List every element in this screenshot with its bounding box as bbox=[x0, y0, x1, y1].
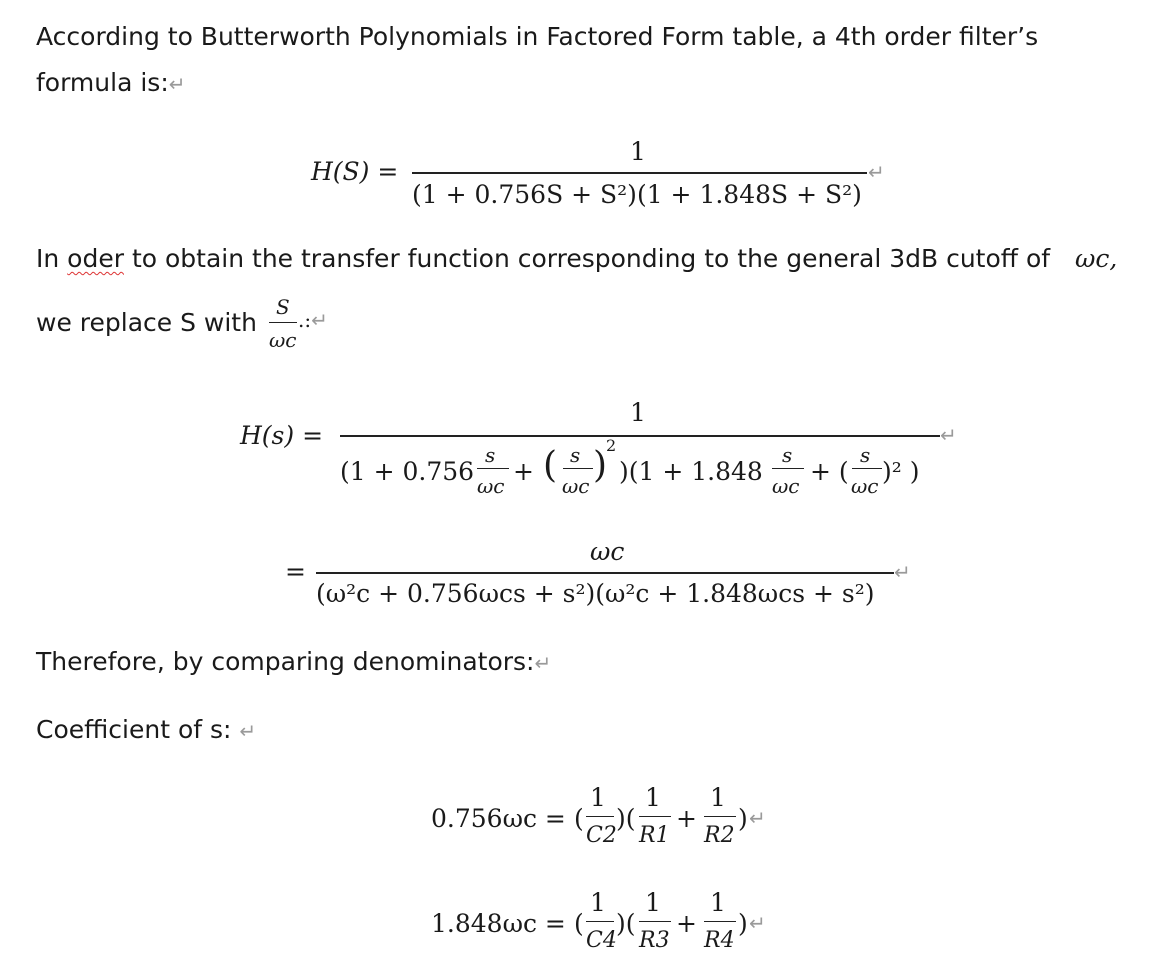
para2-line-1 bbox=[36, 244, 1050, 274]
eq4-lhs: 0.756ωc = bbox=[431, 804, 566, 833]
para2-line-2-end bbox=[298, 308, 328, 332]
eq3-denominator: (ω²c + 0.756ωcs + s²)(ω²c + 1.848ωcs + s²) bbox=[316, 579, 875, 608]
paragraph-mark-icon: ↵ bbox=[940, 423, 957, 447]
eq5-f1-bar bbox=[586, 921, 614, 922]
eq2-s-1: s bbox=[485, 443, 496, 467]
eq4-paren-3: ) bbox=[738, 804, 748, 833]
eq4-f2-num: 1 bbox=[645, 783, 661, 812]
intro-line-1: According to Butterworth Polynomials in Factored Form table, a 4th order filter’s bbox=[36, 22, 1039, 51]
para2-end-text: .: bbox=[298, 308, 312, 332]
eq4-paren-2: )( bbox=[616, 804, 636, 833]
eq5-paren-3: ) bbox=[738, 909, 748, 938]
para2-pre: In bbox=[36, 244, 68, 273]
eq3-fraction-bar bbox=[316, 572, 894, 574]
eq1-lhs: H(S) = bbox=[311, 157, 399, 186]
para2-frac-bar bbox=[269, 322, 297, 323]
paragraph-mark-icon: ↵ bbox=[894, 560, 911, 584]
eq5-lhs: 1.848ωc = bbox=[431, 909, 566, 938]
para4-text: Coefficient of s: bbox=[36, 715, 232, 744]
para3-text: Therefore, by comparing denominators: bbox=[36, 647, 535, 676]
para2-frac-numerator: S bbox=[276, 295, 290, 319]
eq4-f3-den: R2 bbox=[704, 823, 735, 848]
eq3-numerator: ωc bbox=[590, 537, 625, 566]
eq1-denominator: (1 + 0.756S + S²)(1 + 1.848S + S²) bbox=[412, 180, 862, 209]
eq5-paren-2: )( bbox=[616, 909, 636, 938]
eq5-f2-num: 1 bbox=[645, 888, 661, 917]
eq2-numerator: 1 bbox=[630, 398, 646, 427]
paragraph-mark-icon: ↵ bbox=[311, 308, 328, 332]
eq2-den-plus-1: + bbox=[513, 457, 534, 486]
eq2-s-4: s bbox=[860, 443, 871, 467]
eq2-wc-1: ωc bbox=[477, 474, 505, 498]
paragraph-mark-icon: ↵ bbox=[168, 72, 186, 96]
misspelled-word[interactable]: oder bbox=[67, 244, 124, 273]
eq5-f2-den: R3 bbox=[639, 928, 670, 953]
eq2-sfrac-bar-3 bbox=[772, 468, 804, 469]
eq2-wc-4: ωc bbox=[851, 474, 879, 498]
eq5-f2-bar bbox=[639, 921, 671, 922]
paragraph-mark-icon: ↵ bbox=[749, 806, 766, 830]
eq4-f2-bar bbox=[639, 816, 671, 817]
eq2-lhs: H(s) = bbox=[240, 421, 324, 450]
eq4-f1-den: C2 bbox=[586, 823, 617, 848]
para2-omega-c: ωc, bbox=[1075, 244, 1118, 273]
eq2-wc-2: ωc bbox=[562, 474, 590, 498]
paragraph-mark-icon: ↵ bbox=[534, 651, 552, 675]
eq2-den-part-3: )(1 + 1.848 bbox=[619, 457, 763, 486]
intro-line-2 bbox=[36, 68, 186, 99]
eq4-paren-1: ( bbox=[574, 804, 584, 833]
eq5-f3-den: R4 bbox=[704, 928, 735, 953]
intro-line-2-text: formula is: bbox=[36, 68, 169, 97]
eq4-f3-num: 1 bbox=[710, 783, 726, 812]
eq4-f2-den: R1 bbox=[639, 823, 670, 848]
eq4-plus: + bbox=[676, 804, 697, 833]
eq5-f3-bar bbox=[704, 921, 736, 922]
eq2-sfrac-bar-4 bbox=[852, 468, 882, 469]
eq2-sfrac-bar-2 bbox=[563, 468, 593, 469]
eq4-f1-bar bbox=[586, 816, 614, 817]
paragraph-mark-icon: ↵ bbox=[868, 160, 885, 184]
para2-frac-denominator: ωc bbox=[269, 328, 297, 352]
para2-post: to obtain the transfer function corresponding to the general 3dB cutoff of bbox=[124, 244, 1051, 273]
eq2-den-part-4: + ( bbox=[810, 457, 849, 486]
paragraph-mark-icon: ↵ bbox=[239, 719, 257, 743]
eq1-numerator: 1 bbox=[630, 137, 646, 166]
eq5-paren-1: ( bbox=[574, 909, 584, 938]
eq5-f1-num: 1 bbox=[590, 888, 606, 917]
eq2-square: 2 bbox=[606, 436, 617, 455]
paragraph-mark-icon: ↵ bbox=[749, 911, 766, 935]
eq5-plus: + bbox=[676, 909, 697, 938]
eq2-sfrac-bar-1 bbox=[477, 468, 509, 469]
eq2-fraction-bar bbox=[340, 435, 940, 437]
eq4-f3-bar bbox=[704, 816, 736, 817]
para3 bbox=[36, 647, 551, 678]
para4 bbox=[36, 715, 256, 746]
eq2-s-3: s bbox=[782, 443, 793, 467]
eq2-wc-3: ωc bbox=[772, 474, 800, 498]
eq5-f1-den: C4 bbox=[586, 928, 617, 953]
eq5-f3-num: 1 bbox=[710, 888, 726, 917]
eq2-den-part-1: (1 + 0.756 bbox=[340, 457, 475, 486]
para2-line-2: we replace S with bbox=[36, 308, 257, 337]
eq3-lhs: = bbox=[285, 557, 306, 586]
eq2-den-part-5: )² ) bbox=[882, 457, 920, 486]
eq1-fraction-bar bbox=[412, 172, 867, 174]
eq2-close-paren-big: ) bbox=[593, 445, 608, 486]
eq4-f1-num: 1 bbox=[590, 783, 606, 812]
eq2-s-2: s bbox=[570, 443, 581, 467]
eq2-open-paren-big: ( bbox=[543, 445, 558, 486]
